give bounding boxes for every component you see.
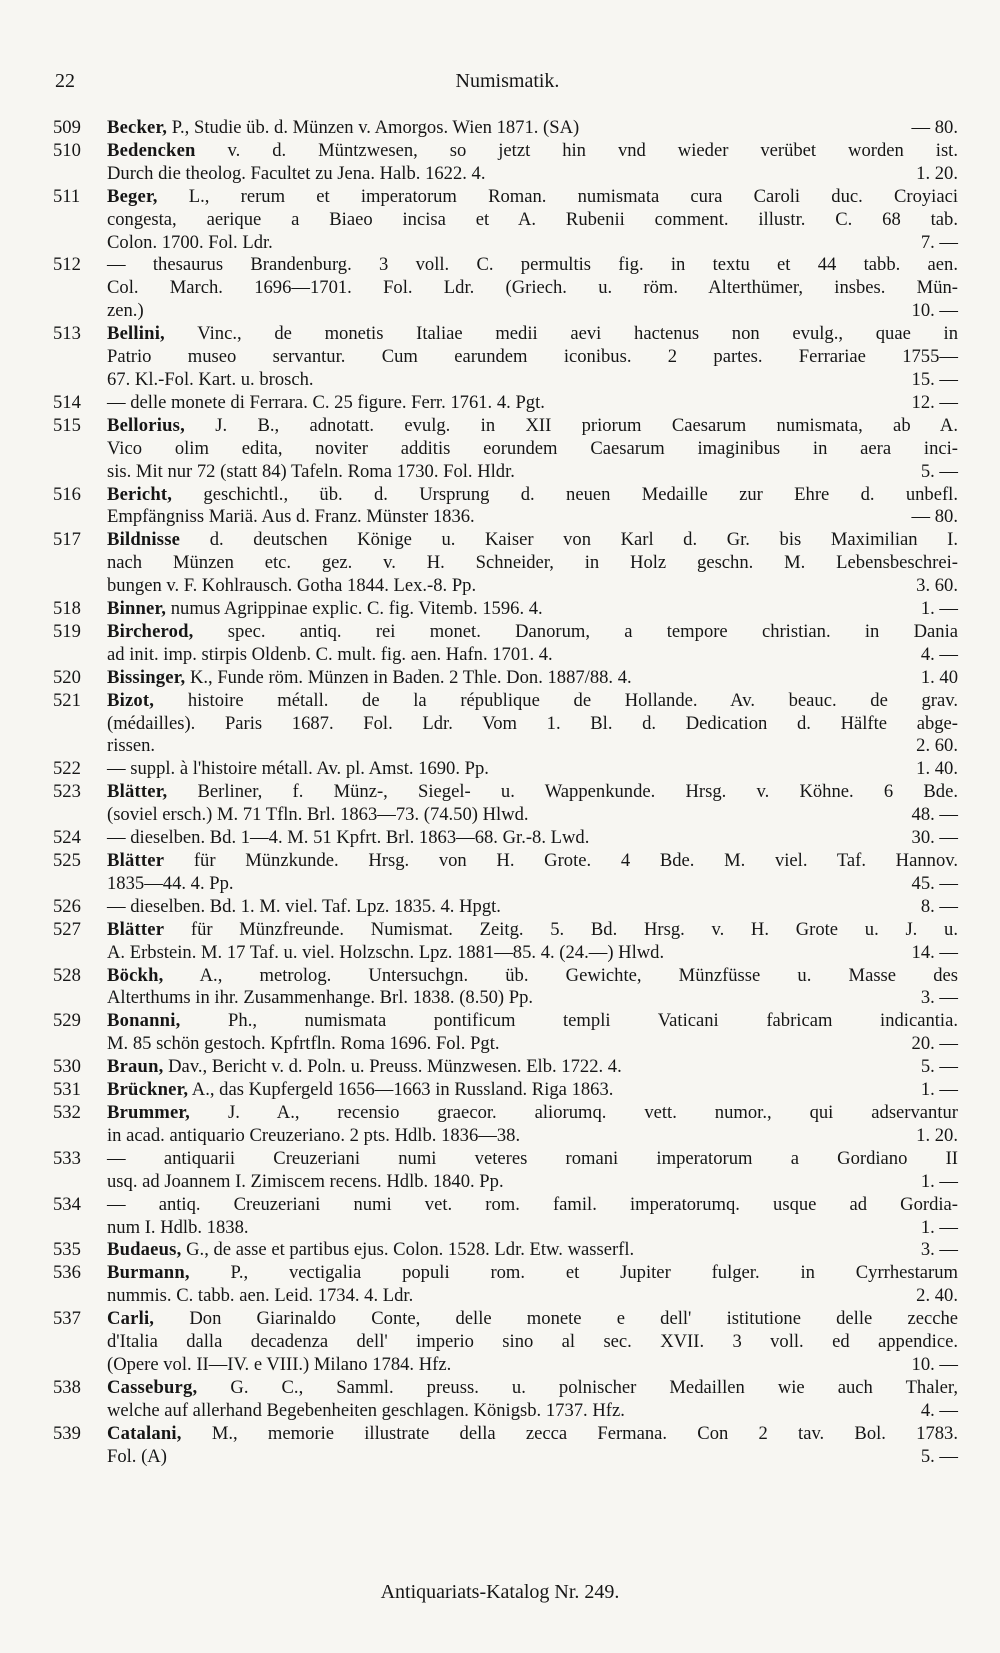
entry-line: [107, 254, 958, 277]
entry-description: Vico olim edita, noviter additis eorundem Caesarum imaginibus in aera inci-: [107, 437, 958, 459]
entry-number: 521: [53, 689, 81, 711]
entry-number: 524: [53, 827, 81, 849]
entry-description: J. A., recensio graecor. aliorumq. vett. numor., qui adservantur: [190, 1101, 958, 1123]
entry-line: [107, 300, 958, 323]
catalog-entry: [53, 1010, 958, 1056]
entry-line: [107, 209, 958, 232]
entry-line: [107, 1308, 958, 1331]
entry-line: [107, 1194, 958, 1217]
entry-author: Bizot,: [107, 689, 155, 711]
entry-price: 8. —: [920, 895, 958, 917]
catalog-entry: [53, 1148, 958, 1194]
entry-description: — delle monete di Ferrara. C. 25 figure. Ferr. 1761. 4. Pgt.: [107, 391, 545, 413]
entry-line: [107, 575, 958, 598]
entry-text: [107, 1125, 520, 1148]
entry-text: [107, 552, 958, 575]
entry-description: P., vectigalia populi rom. et Jupiter fulger. in Cyrrhestarum: [189, 1262, 958, 1284]
entry-text: [107, 1377, 958, 1400]
entry-text: [107, 850, 958, 873]
entry-text: [107, 186, 958, 209]
entry-description: Vinc., de monetis Italiae medii aevi hactenus non evulg., quae in: [164, 323, 958, 345]
entry-price: 30. —: [911, 827, 958, 849]
entry-author: Becker,: [107, 117, 168, 138]
entry-line: [107, 461, 958, 484]
entry-price: — 80.: [911, 117, 958, 138]
entry-description: Colon. 1700. Fol. Ldr.: [107, 231, 273, 253]
entry-line: [107, 1010, 958, 1033]
catalog-entry: [53, 896, 958, 919]
entry-number: 511: [53, 185, 81, 207]
entry-text: [107, 506, 475, 529]
entry-text: [107, 896, 501, 919]
entry-line: [107, 942, 958, 965]
entry-text: [107, 621, 958, 644]
entry-description: nummis. C. tabb. aen. Leid. 1734. 4. Ldr.: [107, 1285, 414, 1307]
entry-text: [107, 209, 958, 232]
entry-text: [107, 1033, 500, 1056]
entry-text: [107, 644, 553, 667]
entry-text: [107, 1194, 958, 1217]
catalog-entry: [53, 1194, 958, 1240]
entry-number: 523: [53, 781, 81, 803]
entry-text: [107, 827, 589, 850]
entry-text: [107, 529, 958, 552]
entry-line: [107, 781, 958, 804]
entry-line: [107, 621, 958, 644]
entry-description: (Opere vol. II—IV. e VIII.) Milano 1784. Hfz.: [107, 1353, 452, 1375]
catalog-entry: [53, 1262, 958, 1308]
entry-text: [107, 919, 958, 942]
entry-price: 3. —: [920, 1239, 958, 1261]
catalog-footer: Antiquariats-Katalog Nr. 249.: [380, 1581, 620, 1603]
entry-line: [107, 163, 958, 186]
entry-description: — antiquarii Creuzeriani numi veteres romani imperatorum a Gordiano II: [107, 1147, 958, 1169]
entry-price: 2. 40.: [916, 1285, 958, 1307]
entry-line: [107, 735, 958, 758]
entry-author: Brummer,: [107, 1101, 191, 1123]
entry-number: 532: [53, 1101, 81, 1123]
catalog-entry: [53, 484, 958, 530]
catalog-entry: [53, 117, 958, 140]
entry-price: 3. 60.: [916, 575, 958, 597]
entry-text: [107, 735, 155, 758]
entry-description: für Münzkunde. Hrsg. von H. Grote. 4 Bde. M. viel. Taf. Hannov.: [164, 850, 958, 871]
entry-description: spec. antiq. rei monet. Danorum, a tempore christian. in Dania: [193, 620, 958, 642]
entry-line: [107, 713, 958, 736]
entry-text: [107, 392, 545, 415]
entry-number: 512: [53, 254, 81, 276]
entry-description: Patrio museo servantur. Cum earundem iconibus. 2 partes. Ferrariae 1755—: [107, 346, 958, 368]
entry-author: Bissinger,: [107, 666, 186, 688]
entry-price: 5. —: [920, 1056, 958, 1078]
entry-description: Ph., numismata pontificum templi Vaticani fabricam indicantia.: [180, 1010, 958, 1032]
entry-price: 4. —: [920, 1399, 958, 1421]
entry-line: [107, 1331, 958, 1354]
entry-description: welche auf allerhand Begebenheiten geschlagen. Königsb. 1737. Hfz.: [107, 1399, 625, 1421]
entry-description: Alterthums in ihr. Zusammenhange. Brl. 1838. (8.50) Pp.: [107, 987, 534, 1009]
entry-text: [107, 461, 515, 484]
entry-author: Budaeus,: [107, 1239, 182, 1261]
catalog-entry: [53, 323, 958, 392]
entry-price: 7. —: [920, 231, 958, 253]
entry-description: A., metrolog. Untersuchgn. üb. Gewichte, Münzfüsse u. Masse des: [163, 964, 958, 986]
entry-text: [107, 1308, 958, 1331]
entry-text: [107, 1148, 958, 1171]
catalog-entry: [53, 781, 958, 827]
entry-description: (soviel ersch.) M. 71 Tfln. Brl. 1863—73. (74.50) Hlwd.: [107, 804, 529, 826]
entry-text: [107, 781, 958, 804]
catalog-entry: [53, 621, 958, 667]
entry-text: [107, 1056, 622, 1079]
entry-number: 517: [53, 529, 81, 551]
entry-text: [107, 667, 632, 690]
entry-line: [107, 140, 958, 163]
entry-price: 45. —: [911, 872, 958, 894]
entry-line: [107, 346, 958, 369]
entry-number: 539: [53, 1422, 81, 1444]
entry-price: 48. —: [911, 804, 958, 826]
entry-price: 10. —: [911, 300, 958, 322]
entry-text: [107, 1331, 958, 1354]
entry-description: Durch die theolog. Facultet zu Jena. Halb. 1622. 4.: [107, 162, 486, 184]
entry-author: Burmann,: [107, 1262, 190, 1284]
entry-text: [107, 1354, 451, 1377]
catalog-entry: [53, 392, 958, 415]
entry-price: 15. —: [911, 368, 958, 390]
entry-description: G. C., Samml. preuss. u. polnischer Medaillen wie auch Thaler,: [197, 1376, 958, 1398]
entry-number: 537: [53, 1308, 81, 1330]
entry-line: [107, 1423, 958, 1446]
entry-line: [107, 919, 958, 942]
entry-price: 1. 20.: [916, 162, 958, 184]
entry-text: [107, 690, 958, 713]
entry-text: [107, 942, 664, 965]
entry-text: [107, 254, 958, 277]
entry-line: [107, 277, 958, 300]
entry-author: Blätter,: [107, 781, 168, 803]
entry-text: [107, 1102, 958, 1125]
entry-price: 2. 60.: [916, 735, 958, 757]
entry-line: [107, 1056, 958, 1079]
catalog-entry: [53, 529, 958, 598]
entry-line: [107, 987, 958, 1010]
entry-text: [107, 965, 958, 988]
entry-text: [107, 598, 543, 621]
entry-author: Blätter: [107, 918, 165, 940]
entry-price: 4. —: [920, 643, 958, 665]
entry-number: 531: [53, 1079, 81, 1101]
entry-text: [107, 804, 529, 827]
entry-number: 519: [53, 620, 81, 642]
catalog-entry: [53, 1239, 958, 1262]
entry-description: G., de asse et partibus ejus. Colon. 1528. Ldr. Etw. wasserfl.: [181, 1239, 635, 1261]
entry-price: 1. —: [920, 598, 958, 620]
entry-description: Col. March. 1696—1701. Fol. Ldr. (Griech. u. röm. Alterthümer, insbes. Mün-: [107, 277, 958, 299]
entry-text: [107, 1079, 613, 1102]
catalog-entry: [53, 965, 958, 1011]
entry-author: Bircherod,: [107, 620, 194, 642]
entry-author: Blätter: [107, 850, 165, 871]
entry-number: 509: [53, 117, 81, 138]
entry-line: [107, 1354, 958, 1377]
entry-text: [107, 1446, 167, 1469]
entry-text: [107, 484, 958, 507]
entry-number: 522: [53, 758, 81, 780]
entry-line: [107, 644, 958, 667]
entry-description: nach Münzen etc. gez. v. H. Schneider, in Holz geschn. M. Lebensbeschrei-: [107, 552, 958, 574]
entry-author: Böckh,: [107, 964, 164, 986]
entry-line: [107, 1377, 958, 1400]
entry-text: [107, 232, 273, 255]
entry-price: 10. —: [911, 1353, 958, 1375]
catalog-entry: [53, 186, 958, 255]
catalog-entry: [53, 140, 958, 186]
catalog-entry: [53, 1102, 958, 1148]
entry-description: geschichtl., üb. d. Ursprung d. neuen Medaille zur Ehre d. unbefl.: [172, 483, 958, 505]
entry-number: 518: [53, 598, 81, 620]
entry-description: P., Studie üb. d. Münzen v. Amorgos. Wien 1871. (SA): [167, 117, 580, 138]
catalog-entry: [53, 850, 958, 896]
entry-description: sis. Mit nur 72 (statt 84) Tafeln. Roma 1730. Fol. Hldr.: [107, 460, 515, 482]
entry-line: [107, 873, 958, 896]
entry-number: 516: [53, 483, 81, 505]
entry-description: d'Italia dalla decadenza dell' imperio sino al sec. XVII. 3 voll. ed appendice.: [107, 1331, 958, 1353]
entry-text: [107, 1239, 634, 1262]
entry-description: A. Erbstein. M. 17 Taf. u. viel. Holzschn. Lpz. 1881—85. 4. (24.—) Hlwd.: [107, 941, 665, 963]
catalog-entry: [53, 758, 958, 781]
entry-number: 536: [53, 1262, 81, 1284]
entry-line: [107, 758, 958, 781]
entry-author: Carli,: [107, 1308, 155, 1330]
entry-price: 1. —: [920, 1216, 958, 1238]
entry-number: 534: [53, 1193, 81, 1215]
entry-author: Casseburg,: [107, 1376, 198, 1398]
entry-description: histoire métall. de la république de Hollande. Av. beauc. de grav.: [154, 689, 958, 711]
entry-price: 1. —: [920, 1079, 958, 1101]
entry-author: Brückner,: [107, 1079, 189, 1101]
entry-author: Bedencken: [107, 139, 196, 161]
entry-description: — dieselben. Bd. 1. M. viel. Taf. Lpz. 1835. 4. Hpgt.: [107, 895, 501, 917]
entry-description: Don Giarinaldo Conte, delle monete e dell' istitutione delle zecche: [154, 1308, 958, 1330]
entry-description: L., rerum et imperatorum Roman. numismata cura Caroli duc. Croyiaci: [157, 185, 958, 207]
entry-line: [107, 690, 958, 713]
entry-author: Bellorius,: [107, 414, 185, 436]
entry-text: [107, 1010, 958, 1033]
entry-description: — dieselben. Bd. 1—4. M. 51 Kpfrt. Brl. 1863—68. Gr.-8. Lwd.: [107, 827, 590, 849]
catalog-entry: [53, 415, 958, 484]
entry-text: [107, 300, 144, 323]
entry-description: in acad. antiquario Creuzeriano. 2 pts. Hdlb. 1836—38.: [107, 1124, 521, 1146]
entry-number: 535: [53, 1239, 81, 1261]
entry-description: M. 85 schön gestoch. Kpfrtfln. Roma 1696. Fol. Pgt.: [107, 1033, 500, 1055]
entry-line: [107, 1262, 958, 1285]
entry-number: 538: [53, 1376, 81, 1398]
entry-description: v. d. Müntzwesen, so jetzt hin vnd wieder verübet worden ist.: [195, 139, 958, 161]
entry-line: [107, 804, 958, 827]
entry-number: 530: [53, 1056, 81, 1078]
entry-line: [107, 484, 958, 507]
entry-number: 527: [53, 918, 81, 940]
entry-line: [107, 1033, 958, 1056]
entry-number: 510: [53, 139, 81, 161]
entry-text: [107, 163, 486, 186]
entry-line: [107, 529, 958, 552]
entry-author: Bildnisse: [107, 529, 181, 551]
entry-number: 525: [53, 850, 81, 871]
entry-description: — thesaurus Brandenburg. 3 voll. C. permultis fig. in textu et 44 tabb. aen.: [107, 254, 958, 276]
entry-text: [107, 1262, 958, 1285]
entry-author: Bericht,: [107, 483, 173, 505]
entry-line: [107, 369, 958, 392]
entry-line: [107, 1102, 958, 1125]
entry-author: Beger,: [107, 185, 158, 207]
entry-text: [107, 987, 533, 1010]
entry-number: 526: [53, 895, 81, 917]
entry-description: 1835—44. 4. Pp.: [107, 872, 234, 894]
entry-text: [107, 1423, 958, 1446]
entry-price: 1. 40: [920, 666, 958, 688]
entry-description: usq. ad Joannem I. Zimiscem recens. Hdlb. 1840. Pp.: [107, 1170, 504, 1192]
entry-number: 515: [53, 414, 81, 436]
entry-author: Braun,: [107, 1056, 164, 1078]
entry-text: [107, 1285, 413, 1308]
entry-text: [107, 323, 958, 346]
catalog-entry: [53, 1079, 958, 1102]
page-header: [55, 70, 960, 100]
entry-description: rissen.: [107, 735, 156, 757]
entry-number: 529: [53, 1010, 81, 1032]
entry-description: congesta, aerique a Biaeo incisa et A. Rubenii comment. illustr. C. 68 tab.: [107, 208, 958, 230]
entry-description: Fol. (A): [107, 1445, 167, 1467]
entry-line: [107, 965, 958, 988]
entry-line: [107, 438, 958, 461]
entry-text: [107, 1217, 249, 1240]
entry-line: [107, 598, 958, 621]
catalog-entry: [53, 667, 958, 690]
entry-price: 14. —: [911, 941, 958, 963]
entry-text: [107, 415, 958, 438]
entry-text: [107, 277, 958, 300]
catalog-entry: [53, 827, 958, 850]
entry-description: 67. Kl.-Fol. Kart. u. brosch.: [107, 368, 314, 390]
entry-text: [107, 346, 958, 369]
entry-line: [107, 1079, 958, 1102]
entry-price: 1. —: [920, 1170, 958, 1192]
entry-line: [107, 827, 958, 850]
entry-price: 5. —: [920, 460, 958, 482]
entry-line: [107, 552, 958, 575]
entry-line: [107, 232, 958, 255]
entry-line: [107, 1125, 958, 1148]
entry-number: 528: [53, 964, 81, 986]
entry-line: [107, 1239, 958, 1262]
entry-description: (médailles). Paris 1687. Fol. Ldr. Vom 1. Bl. d. Dedication d. Hälfte abge-: [107, 712, 958, 734]
entry-line: [107, 1285, 958, 1308]
entry-price: 1. 40.: [916, 758, 958, 780]
entry-description: — antiq. Creuzeriani numi vet. rom. famil. imperatorumq. usque ad Gordia-: [107, 1193, 958, 1215]
entry-author: Bonanni,: [107, 1010, 181, 1032]
entry-text: [107, 438, 958, 461]
entry-text: [107, 369, 314, 392]
entry-description: J. B., adnotatt. evulg. in XII priorum Caesarum numismata, ab A.: [184, 414, 958, 436]
entry-description: numus Agrippinae explic. C. fig. Vitemb. 1596. 4.: [166, 598, 543, 620]
entry-text: [107, 140, 958, 163]
entry-line: [107, 415, 958, 438]
entry-text: [107, 873, 234, 896]
entry-description: M., memorie illustrate della zecca Fermana. Con 2 tav. Bol. 1783.: [181, 1422, 958, 1444]
entry-line: [107, 1446, 958, 1469]
entry-line: [107, 850, 958, 873]
catalog-entry: [53, 919, 958, 965]
entry-number: 533: [53, 1147, 81, 1169]
catalog-entry: [53, 690, 958, 759]
entry-text: [107, 1400, 625, 1423]
entry-price: 5. —: [920, 1445, 958, 1467]
entry-line: [107, 1400, 958, 1423]
entry-price: 1. 20.: [916, 1124, 958, 1146]
entry-description: d. deutschen Könige u. Kaiser von Karl d. Gr. bis Maximilian I.: [180, 529, 958, 551]
entry-price: 3. —: [920, 987, 958, 1009]
entry-text: [107, 758, 489, 781]
entry-text: [107, 575, 476, 598]
catalog-entries: [53, 117, 958, 1468]
entry-author: Binner,: [107, 598, 167, 620]
entry-text: [107, 713, 958, 736]
entry-price: 20. —: [911, 1033, 958, 1055]
running-title: Numismatik.: [455, 70, 560, 92]
entry-price: 12. —: [911, 391, 958, 413]
entry-line: [107, 1171, 958, 1194]
entry-line: [107, 506, 958, 529]
catalog-entry: [53, 1377, 958, 1423]
entry-line: [107, 1148, 958, 1171]
entry-description: Berliner, f. Münz-, Siegel- u. Wappenkunde. Hrsg. v. Köhne. 6 Bde.: [167, 781, 958, 803]
entry-line: [107, 896, 958, 919]
entry-author: Catalani,: [107, 1422, 182, 1444]
catalog-entry: [53, 598, 958, 621]
entry-number: 513: [53, 323, 81, 345]
entry-number: 514: [53, 391, 81, 413]
entry-line: [107, 667, 958, 690]
entry-description: Empfängniss Mariä. Aus d. Franz. Münster 1836.: [107, 506, 475, 528]
entry-description: bungen v. F. Kohlrausch. Gotha 1844. Lex.-8. Pp.: [107, 575, 477, 597]
entry-line: [107, 323, 958, 346]
entry-line: [107, 117, 958, 140]
entry-price: — 80.: [911, 506, 958, 528]
entry-description: A., das Kupfergeld 1656—1663 in Russland. Riga 1863.: [188, 1079, 614, 1101]
entry-line: [107, 1217, 958, 1240]
entry-description: — suppl. à l'histoire métall. Av. pl. Amst. 1690. Pp.: [107, 758, 489, 780]
entry-description: zen.): [107, 300, 144, 322]
entry-author: Bellini,: [107, 323, 165, 345]
catalog-entry: [53, 254, 958, 323]
entry-description: Dav., Bericht v. d. Poln. u. Preuss. Münzwesen. Elb. 1722. 4.: [163, 1056, 622, 1078]
page-number: 22: [55, 70, 75, 92]
entry-line: [107, 186, 958, 209]
entry-text: [107, 117, 579, 140]
entry-description: K., Funde röm. Münzen in Baden. 2 Thle. Don. 1887/88. 4.: [185, 666, 632, 688]
entry-description: ad init. imp. stirpis Oldenb. C. mult. fig. aen. Hafn. 1701. 4.: [107, 643, 553, 665]
catalog-entry: [53, 1056, 958, 1079]
entry-description: für Münzfreunde. Numismat. Zeitg. 5. Bd. Hrsg. v. H. Grote u. J. u.: [164, 918, 958, 940]
entry-number: 520: [53, 666, 81, 688]
catalog-entry: [53, 1423, 958, 1469]
entry-line: [107, 392, 958, 415]
catalog-entry: [53, 1308, 958, 1377]
entry-description: num I. Hdlb. 1838.: [107, 1216, 249, 1238]
entry-text: [107, 1171, 504, 1194]
